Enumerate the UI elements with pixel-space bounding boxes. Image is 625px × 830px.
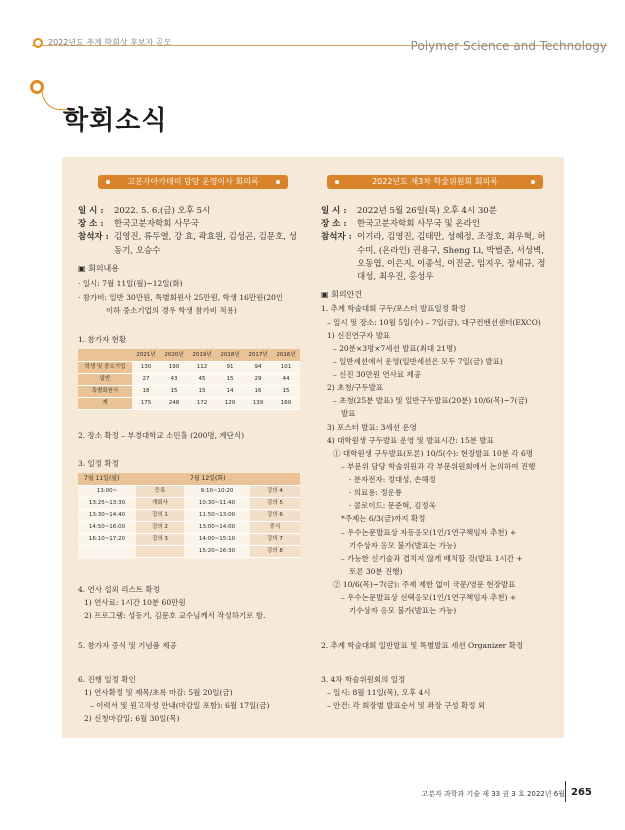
table-cell: 175 [132,397,160,409]
content-box [62,157,564,738]
participant-row-label: 특별회원사 [78,385,132,397]
agenda-line: – 일반세션에서 운영(일반세션은 모두 7일(금) 발표) [333,356,503,366]
timeline-item1a: – 이력서 및 원고작성 안내(마감일 포함): 6월 17일(금) [90,701,270,711]
right-date-value: 2022년 5월 26일(목) 오후 4시 30분 [357,206,497,216]
agenda-line: · 의료용: 정운룡 [349,488,403,498]
table-cell: 190 [160,361,188,373]
right-place-key: 장 소 : [321,219,347,230]
schedule-table [78,473,300,558]
table-row [78,509,300,521]
participant-row-label: 학생 및 중소기업 [78,361,132,373]
left-schedule: · 일시: 7월 11일(월)~12일(화) [78,279,183,289]
table-cell: 101 [272,361,300,373]
next-meeting-agenda: – 안건: 각 회장별 발표순서 및 좌장 구성 확정 외 [327,701,486,711]
schedule-table-title: 3. 일정 확정 [78,459,119,468]
agenda-line: 3) 포스터 발표: 3세션 운영 [327,422,417,432]
left-fee-line2: 이하 중소기업의 경우 학생 참가비 적용) [106,305,237,315]
table-cell: 14:00~15:10 [184,533,250,545]
participant-header-cell: 2020년 [160,349,188,361]
left-attendee-row [78,231,300,257]
right-date-key: 일 시 : [321,206,347,216]
table-row [78,385,300,397]
next-meeting-title: 3. 4차 학술위원회의 일정 [321,675,406,684]
table-cell: 강의 1 [136,509,184,521]
header-journal-name: Polymer Science and Technology [410,39,607,53]
participant-header-cell: 2021년 [132,349,160,361]
schedule-day1-header: 7월 11일(월) [78,473,184,485]
agenda-line: – 신진 30만원 연사료 제공 [333,370,422,380]
agenda-line: – 20분×3명×7세션 발표(최대 21명) [333,343,457,353]
timeline-section [78,673,300,726]
speaker-list-title: 4. 연사 섭외 리스트 확정 [78,585,160,594]
right-attendee-key: 참석자 : [321,232,352,243]
participant-table-header [78,349,300,361]
timeline-item2: 2) 신청마감일: 6월 30일(목) [84,714,180,724]
participant-header-cell: 2017년 [244,349,272,361]
table-cell: 15 [188,385,216,397]
left-date-key: 일 시 : [78,206,104,216]
venue-confirmation: 2. 장소 확정 – 부경대학교 소민홀 (200명, 계단식) [78,431,245,440]
table-cell: 94 [244,361,272,373]
table-cell: 43 [160,373,188,385]
left-item5 [78,639,300,652]
agenda-line: 2) 초청/구두발표 [327,383,384,393]
table-cell [136,545,184,557]
left-date-value: 2022. 5. 6.(금) 오후 5시 [114,206,211,216]
left-meeting-content [78,263,300,317]
agenda-line: · 콜로이드: 문준혁, 김정욱 [349,501,436,511]
table-cell: 44 [272,373,300,385]
table-cell: 248 [160,397,188,409]
right-attendee-value: 이기라, 김영진, 김태만, 성혜정, 조정호, 최우혁, 허수미, (온라인) 권용구, Sheng Li, 박범준, 서성벽, 오동엽, 이은지, 이종석, 이진균, 임지우, 장세규, 정대성, 최우진, 홍성우 [357,232,546,282]
agenda-list [321,302,553,617]
table-cell [78,545,136,557]
participant-row-label: 계 [78,397,132,409]
table-cell: 91 [216,361,244,373]
table-cell: 강의 6 [250,509,300,521]
table-row [78,373,300,385]
table-row [78,485,300,497]
table-cell: 10:30~11:40 [184,497,250,509]
table-cell: 130 [132,361,160,373]
left-content-heading: ▣ 회의내용 [78,264,120,273]
table-cell: 강의 4 [250,485,300,497]
table-cell: 27 [132,373,160,385]
right-attendee-row [321,231,553,284]
agenda-line: ② 10/6(목)~7(금): 주제 제한 없이 국문/영문 현장발표 [333,580,516,590]
agenda-line: 1) 신진연구자 발표 [327,330,391,340]
table-cell: 18 [132,385,160,397]
agenda-line: *주제는 6/3(금)까지 확정 [341,514,426,524]
table-cell: 172 [188,397,216,409]
left-attendee-value: 김영진, 류두열, 강 효, 곽효원, 김성곤, 김문호, 성동기, 오승수 [114,232,297,256]
table-row [78,521,300,533]
organizer-confirmation: 2. 추계 학술대회 일반발표 및 특별발표 세션 Organizer 확정 [321,641,524,650]
timeline-item1: 1) 연사확정 및 제목/초록 마감: 5월 20일(금) [84,688,233,698]
agenda-line: – 가능한 신기술과 겹치지 않게 배치할 것(발표 1시간 + [341,553,523,563]
table-cell: 16:10~17:20 [78,533,136,545]
table-cell: 139 [244,397,272,409]
agenda-line: 1. 추계 학술대회 구두/포스터 발표일정 확정 [321,304,466,314]
table-cell: 13:25~13:30 [78,497,136,509]
agenda-section [321,289,553,617]
right-date-row [321,205,553,218]
table-cell: 개회사 [136,497,184,509]
table-row [78,545,300,557]
header-section-label: 2022년도 추계 학회상 후보자 공모 [48,38,172,47]
participant-section [78,333,300,410]
next-meeting-section [321,673,553,712]
table-cell: 11:50~13:00 [184,509,250,521]
agenda-line: – 우수논문발표상 자동응모(1인/1연구책임자 추천) + [341,527,517,537]
table-cell: 15 [160,385,188,397]
agenda-line: ① 대학원생 구두발표(토론) 10/5(수): 현장발표 10분 각 6명 [333,448,533,458]
schedule-section [78,457,300,558]
speaker-program: 2) 프로그램: 성동기, 김문호 교수님께서 작성하기로 함. [84,611,266,621]
table-cell: 13:30~14:40 [78,509,136,521]
table-cell: 강의 7 [250,533,300,545]
page-number: 265 [571,787,592,798]
participant-header-cell: 2019년 [188,349,216,361]
table-cell: 15 [216,373,244,385]
left-item2 [78,429,300,442]
participant-header-cell: 2018년 [216,349,244,361]
participant-table [78,349,300,410]
agenda-line: – 일시 및 장소: 10월 5일(수) – 7일(금), 대구컨벤션센터(EXCO) [327,317,541,327]
schedule-day2-header: 7월 12일(화) [184,473,300,485]
table-cell: 14 [216,385,244,397]
table-row [78,361,300,373]
agenda-line: 발표 [341,409,356,419]
agenda-line: · 분자전자: 정대성, 손해정 [349,475,436,485]
header-dot-icon [33,38,43,48]
table-cell: 13:00~ [78,485,136,497]
table-row [78,397,300,409]
table-cell: 강의 5 [250,497,300,509]
participant-row-label: 일반 [78,373,132,385]
table-cell: 강의 8 [250,545,300,557]
table-cell: 14:50~16:00 [78,521,136,533]
table-row [78,497,300,509]
participant-header-cell [78,349,132,361]
footer-separator [565,781,566,802]
left-section-bar: 고분자아카데미 담당 운영이사 회의록 [98,175,288,189]
agenda-heading: ▣ 회의안건 [321,290,363,299]
left-attendee-key: 참석자 : [78,232,109,243]
table-cell: 120 [216,397,244,409]
next-meeting-date: – 일시: 8월 11일(목), 오후 4시 [327,688,431,698]
table-cell: 강의 3 [136,533,184,545]
table-cell: 13:00~14:00 [184,521,250,533]
participant-header-cell: 2016년 [272,349,300,361]
table-cell: 16 [244,385,272,397]
table-cell: 29 [244,373,272,385]
right-place-value: 한국고분자학회 사무국 및 온라인 [357,219,481,230]
right-place-row [321,218,553,231]
table-cell: 중식 [250,521,300,533]
right-item2 [321,639,553,652]
left-fee-line1: · 참가비: 일반 30만원, 특별회원사 25만원, 학생 16만원(20인 [78,292,284,302]
agenda-line: – 우수논문발표상 선택응모(1인/1연구책임자 추천) + [341,593,517,603]
timeline-title: 6. 진행 일정 확인 [78,675,136,684]
right-section-bar: 2022년도 제3차 학술위원회 회의록 [327,175,543,189]
agenda-line: 토론 30분 진행) [349,566,403,576]
participant-table-title: 1. 참가자 현황 [78,335,127,344]
table-cell: 15:20~16:30 [184,545,250,557]
table-row [78,533,300,545]
participant-incentive: 5. 참가자 증식 및 기념품 제공 [78,641,177,650]
speaker-fee: 1) 연사료: 1시간 10분 60만원 [84,598,186,608]
table-cell: 강의 2 [136,521,184,533]
left-place-key: 장 소 : [78,219,104,230]
left-date-row [78,205,300,218]
table-cell: 15 [272,385,300,397]
schedule-table-header [78,473,300,485]
footer-journal-info: 고분자 과학과 기술 제 33 권 3 호 2022년 6월 [421,790,565,798]
speaker-section [78,583,300,622]
agenda-line: 기수상자 응모 불가(발표는 가능) [349,606,457,616]
table-cell: 등록 [136,485,184,497]
agenda-line: – 부문위 담당 학술위원과 각 부문위원회에서 논의하여 진행 [341,461,536,471]
table-cell: 112 [188,361,216,373]
table-cell: 160 [272,397,300,409]
left-place-value: 한국고분자학회 사무국 [114,219,199,230]
page-title: 학회소식 [63,106,168,136]
agenda-line: 4) 대학원생 구두발표 운영 및 발표시간: 15분 발표 [327,435,494,445]
table-cell: 45 [188,373,216,385]
right-meeting-info [321,205,553,284]
agenda-line: 기수상자 응모 불가(발표는 가능) [349,540,457,550]
table-cell: 9:10~10:20 [184,485,250,497]
left-meeting-info [78,205,300,258]
agenda-line: – 초청(25분 발표) 및 일반구두발표(20분) 10/6(목)~7(금) [333,396,528,406]
left-place-row [78,218,300,231]
